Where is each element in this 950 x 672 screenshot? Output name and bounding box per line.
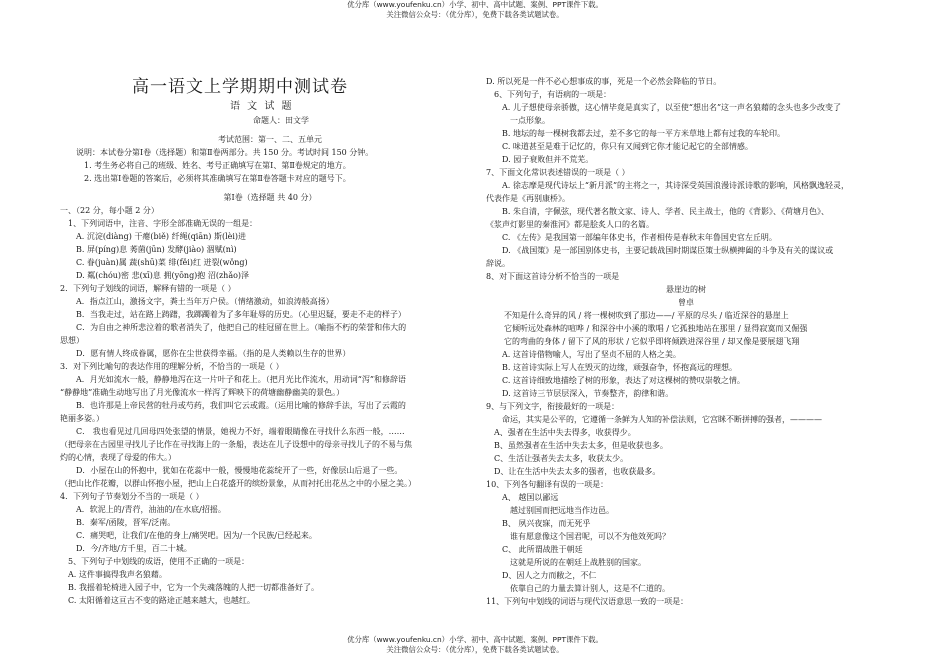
option: A．指点江山，激扬文字，粪土当年万户侯。（情绪激动，如浪涛般高扬） <box>76 297 334 306</box>
option-translation: 依靠自己的力量去算计别人，这是不仁道的。 <box>510 584 670 593</box>
option: D、因人之力而敝之，不仁 <box>502 571 597 580</box>
option-continued: 辞说。 <box>486 259 510 268</box>
footer-line-2: 关注微信公众号：（优分库），免费下载各类试题试卷。 <box>386 645 564 654</box>
question: 5、下列句子中划线的成语，使用不正确的一项是： <box>68 557 250 566</box>
option: A. 这件事搞得我声名狼藉。 <box>68 570 167 579</box>
question: 8、对下面这首诗分析不恰当的一项是 <box>486 272 620 281</box>
option: D. 粼(chóu)密 悲(xī)息 拥(yōng)抱 沼(zhǎo)泽 <box>76 271 250 280</box>
option: C. 味道甚至是难于记忆的，你只有又闻到它你才能记起它的全部情感。 <box>502 142 753 151</box>
option-continued: 《浆声灯影里的秦淮河》都是脍炙人口的名篇。 <box>486 220 654 229</box>
option: A．月光如流水一般，静静地泻在这一片叶子和花上。（把月光比作流水，用动词“泻”和修辞语 <box>76 375 406 384</box>
instruction: 说明：本试卷分第Ⅰ卷（选择题）和第Ⅱ卷两部分。共 150 分。考试时间 150 分钟。 <box>76 148 374 157</box>
exam-subtitle: 语 文 试 题 <box>230 101 294 112</box>
option: B. 朱自清，字佩弦，现代著名散文家、诗人、学者、民主战士，他的《背影》、《荷塘月色》、 <box>502 207 829 216</box>
question-text: 命运，其实是公平的，它遵循一条鲜为人知的补偿法则，它宫眯不断拼搏的强者，———— <box>502 415 822 424</box>
option-continued: 灼的心情，表现了母爱的伟大。） <box>60 453 176 462</box>
option-translation: 谁有愿意像这个国君呢，可以不为他效死吗？ <box>510 532 670 541</box>
option: D. 园子衰败但并不荒芜。 <box>502 155 594 164</box>
footer-line-1: 优分库（www.youfenku.cn）小学、初中、高中试题、案例、PPT课件下载。 <box>347 635 603 644</box>
header-line-2: 关注微信公众号：（优分库），免费下载各类试题试卷。 <box>386 10 564 19</box>
option: B. 我摇着轮椅进入园子中，它为一个失魂落魄的人把一切都准备好了。 <box>68 583 319 592</box>
option-continued: 一点形象。 <box>510 116 550 125</box>
question: 6、下列句子，有语病的一项是： <box>494 90 612 99</box>
option-continued: 思想） <box>60 336 84 345</box>
exam-scope: 考试范围：第一、二、五单元 <box>218 135 322 144</box>
option: D．愿有情人终成眷属，愿你在尘世获得幸福。（指的是人类赖以生存的世界） <box>76 349 351 358</box>
option-continued: （把山比作花瓣，以群山怀抱小屋，把山上白花盛开的缤纷景象，从而衬托出花丛之中的小屋之美。） <box>60 479 416 488</box>
option: C. 太阳循着这亘古不变的路途正越来越大，也越红。 <box>68 596 255 605</box>
exam-title: 高一语文上学期期中测试卷 <box>132 77 348 97</box>
page-header <box>0 0 950 20</box>
option-translation: 这就是所说的在朝廷上战胜别的国家。 <box>510 558 646 567</box>
option: C、生活让强者失去太多，收获太少。 <box>494 454 629 463</box>
option: C． 我也看见过几回母四处张望的情景，她视力不好，端着眼睛像在寻找什么东西一般，…… <box>76 427 405 436</box>
option: D、让在生活中失去太多的强者，也收获最多。 <box>494 467 661 476</box>
option: D．今/齐地/方千里，百二十城。 <box>76 544 192 553</box>
option-continued: （把母亲在古园里寻找儿子比作在寻找海上的一条船，表达在儿子设想中的母亲寻找儿子的不易与焦 <box>60 440 412 449</box>
exam-author: 命题人：田文学 <box>253 116 309 125</box>
instruction: 1. 考生务必将自己的班级、姓名、考号正确填写在第Ⅰ、第Ⅱ卷规定的地方。 <box>84 161 351 170</box>
question: 4．下列句子节奏划分不当的一项是（ ） <box>60 492 204 501</box>
option: A．软泥上的/青荇，油油的/在水底/招摇。 <box>76 505 226 514</box>
question: 9、与下列文字，衔接最好的一项是： <box>486 402 620 411</box>
option: B. 屏(píng)息 莠菌(jūn) 发酵(jiào) 涸赋(nì) <box>76 245 237 254</box>
poem-body <box>486 309 886 348</box>
poem-line: 它的弯曲的身体 / 留下了风的形状 / 它似乎即将倾跌进深谷里 / 却又像是要展翅飞翔 <box>504 337 800 346</box>
option: A. 徐志摩是现代诗坛上“新月派”的主将之一，其诗深受英国浪漫诗派诗歌的影响，风格飘逸轻灵， <box>502 181 850 190</box>
instruction: 2. 选出第Ⅰ卷题的答案后，必须将其准确填写在第Ⅱ卷答题卡对应的题号下。 <box>84 174 351 183</box>
option: B、 夙兴夜寐，而无死乎 <box>502 519 591 528</box>
poem-author: 曾卓 <box>678 298 694 307</box>
question: 7、下面文化常识表述错误的一项是（ ） <box>486 168 630 177</box>
option: A. 沉淀(diàng) 干瘪(biě) 纤绳(qiān) 斯(lèi)进 <box>76 232 247 241</box>
question: 3．对下列比喻句的表达作用的理解分析，不恰当的一项是（ ） <box>60 362 284 371</box>
option: C. 眷(juàn)属 蔬(shū)菜 绯(fěi)红 迸裂(wǒng) <box>76 258 248 267</box>
option: C. 《左传》是我国第一部编年体史书，作者相传是春秋末年鲁国史官左丘明。 <box>502 233 777 242</box>
option: C. 这首诗细致地描绘了树的形象，表达了对这棵树的赞叹崇敬之情。 <box>502 376 745 385</box>
right-column <box>486 75 886 630</box>
section-heading: 第Ⅰ卷（选择题 共 40 分） <box>223 193 317 202</box>
option: B．也许那是上帝民营的牡丹或芍药，我们叫它云或霞。（运用比喻的修辞手法，写出了云霞的 <box>76 401 406 410</box>
option: B．当我走过，站在路上踌躇，我踯躅着为了多年耻辱的历史。（心里迟疑，要走不走的样子） <box>76 310 406 319</box>
left-column <box>60 75 480 630</box>
option: D. 《战国策》是一部国别体史书，主要记载战国时期谋臣策士纵横捭阖的斗争及有关的谋议或 <box>502 246 834 255</box>
poem-line: 它倾听远处森林的喧哗 / 和深谷中小溪的歌唱 / 它孤独地站在那里 / 显得寂寞而又倔强 <box>504 324 808 333</box>
option: B．秦军/函陵，晋军/泛南。 <box>76 518 176 527</box>
question: 11、下列句中划线的词语与现代汉语意思一致的一项是： <box>486 597 689 606</box>
option: B. 这首诗实际上写人在毁灭的边缘，顽强奋争，怀抱高远的理想。 <box>502 363 737 372</box>
option: C．痛哭吧，让我们/在他的身上/痛哭吧。因为/一个民族/已经起来。 <box>76 531 317 540</box>
option: D. 这首诗三节层层深入，节奏整齐，韵律和谐。 <box>502 389 674 398</box>
page-footer <box>0 635 950 655</box>
header-line-1: 优分库（www.youfenku.cn）小学、初中、高中试题、案例、PPT课件下载。 <box>347 0 603 9</box>
part-heading: 一、（22 分，每小题 2 分） <box>60 206 159 215</box>
poem-title: 悬崖边的树 <box>666 285 706 294</box>
question: 10、下列各句翻译有误的一项是： <box>486 480 609 489</box>
option: D. 所以死是一件不必心想事成的事，死是一个必然会降临的节日。 <box>486 77 722 86</box>
option: A、 越国以鄙远 <box>502 493 559 502</box>
option: A. 这首诗借物喻人，写出了坚贞不屈的人格之美。 <box>502 350 681 359</box>
option: C、 此所谓战胜于朝廷 <box>502 545 583 554</box>
option: B、虽然强者在生活中失去太多，但是收获也多。 <box>494 441 668 450</box>
poem-line: 不知是什么奇异的风 / 将一棵树吹到了那边——/ 平原的尽头 / 临近深谷的悬崖上 <box>504 311 789 320</box>
option: D．小屋在山的怀抱中，犹如在花蕊中一般，慢慢地花蕊绽开了一些，好像层山后退了一些。 <box>76 466 403 475</box>
option: B. 地坛的每一棵树我都去过，差不多它的每一平方米草地上都有过我的车轮印。 <box>502 129 785 138</box>
question: 1、下列词语中，注音、字形全部准确无误的一组是： <box>68 219 258 228</box>
option: A、强者在生活中失去得多，收获得少。 <box>494 428 636 437</box>
option-continued: 代表作是《再别康桥》。 <box>486 194 570 203</box>
option-continued: “静静地”准确生动地写出了月光像流水一样泻了辉映下的荷塘幽静幽美的景色。） <box>60 388 345 397</box>
option: C．为自由之神所悲泣着的歌者消失了，他把自己的桂冠留在世上。（喻指不朽的荣誉和伟大的 <box>76 323 407 332</box>
option-translation: 越过别国而把远地当作边邑。 <box>510 506 614 515</box>
option: A. 儿子想使母亲骄傲，这心情毕竟是真实了，以至使“想出名”这一声名狼藉的念头也多少改变了 <box>502 103 842 112</box>
option-continued: 艳丽多姿。） <box>60 414 104 423</box>
question: 2．下列句子划线的词语，解释有错的一项是（ ） <box>60 284 236 293</box>
